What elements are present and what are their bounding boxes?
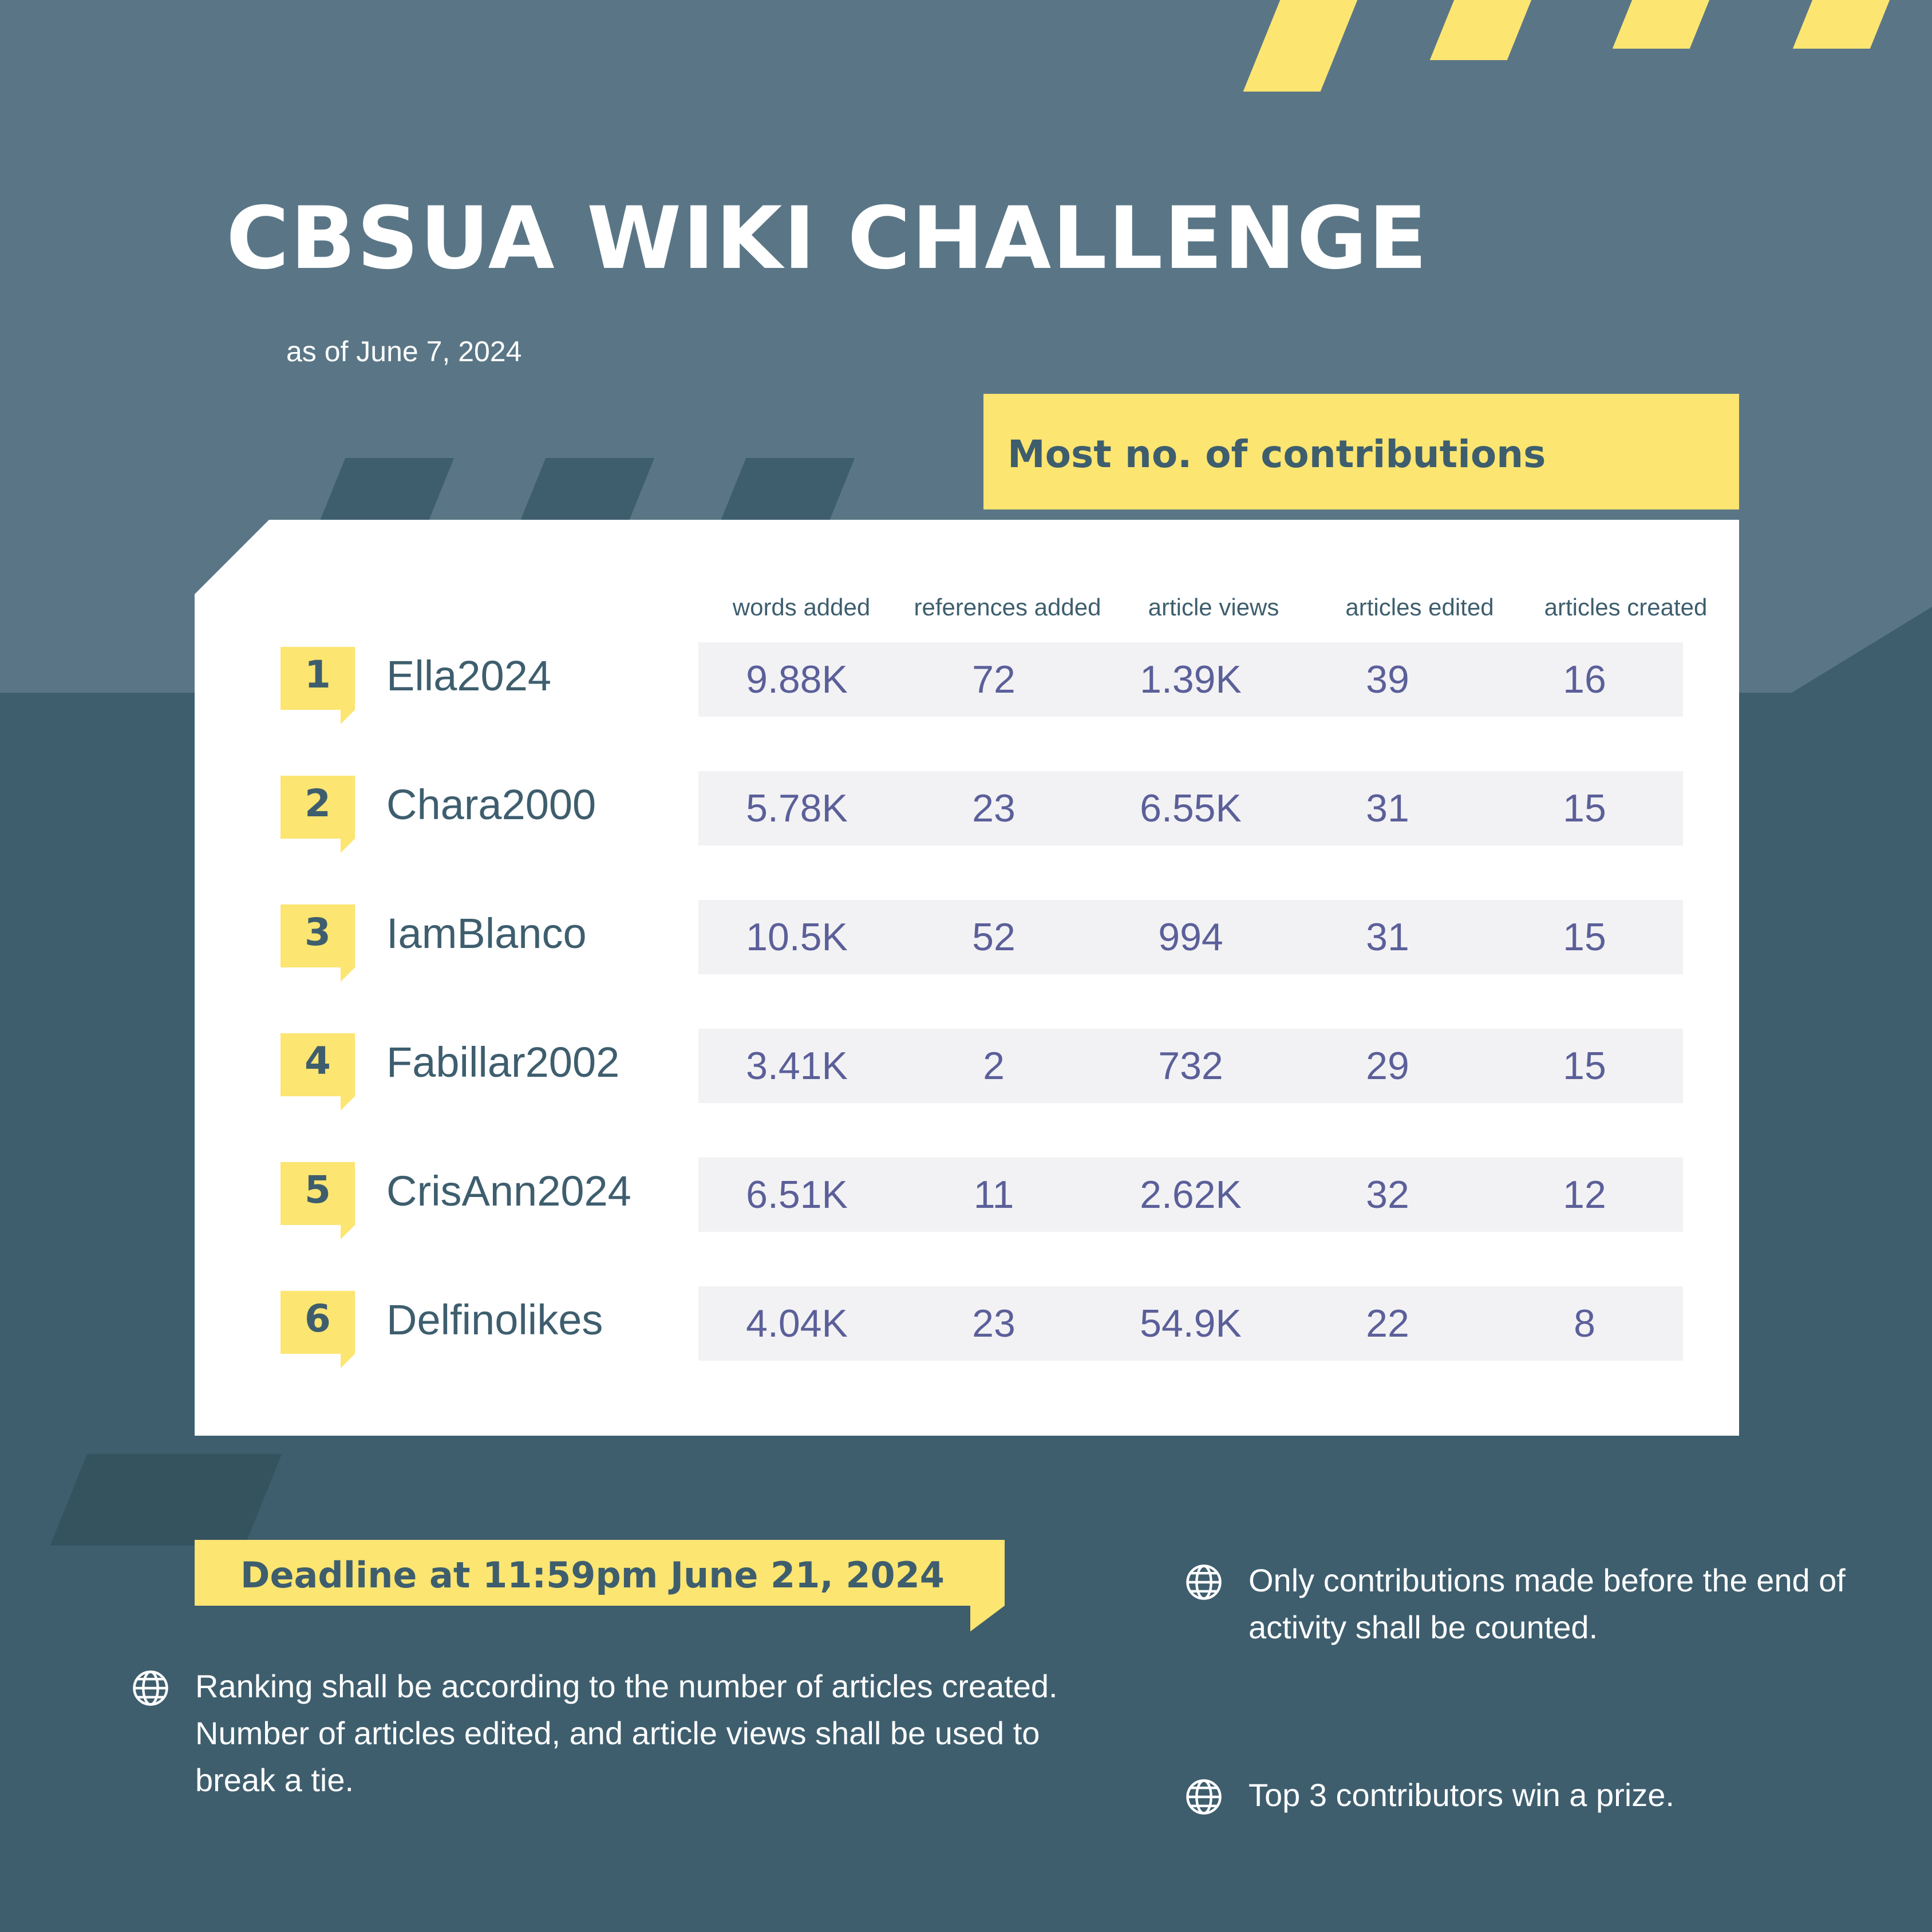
table-row <box>195 1145 1739 1274</box>
stat-strip <box>698 1157 1683 1232</box>
cell-articles-edited: 29 <box>1366 1044 1409 1088</box>
page-title: CBSUA WIKI CHALLENGE <box>226 189 1428 289</box>
rank-number: 6 <box>305 1297 331 1341</box>
rank-number: 4 <box>305 1039 331 1083</box>
table-row <box>195 630 1739 758</box>
cell-article-views: 994 <box>1158 915 1223 959</box>
globe-icon <box>129 1666 172 1713</box>
deco-slash-lower <box>50 1454 282 1546</box>
stat-strip <box>698 1286 1683 1361</box>
rank-number: 5 <box>305 1168 331 1212</box>
user-name: Ella2024 <box>386 652 552 700</box>
stat-strip <box>698 1029 1683 1103</box>
user-name: Chara2000 <box>386 781 596 828</box>
cell-article-views: 2.62K <box>1140 1173 1242 1216</box>
note-contribution-cutoff <box>1182 1557 1858 1651</box>
cell-articles-created: 12 <box>1563 1173 1606 1216</box>
user-name: IamBlanco <box>386 910 587 957</box>
cell-references-added: 52 <box>972 915 1016 959</box>
cell-words-added: 10.5K <box>746 915 848 959</box>
deco-slash-dark-3 <box>720 458 855 524</box>
deco-slash-yellow-4 <box>1793 0 1897 49</box>
note-text: Only contributions made before the end of activity shall be counted. <box>1249 1562 1846 1645</box>
cell-article-views: 732 <box>1158 1044 1223 1088</box>
user-name: CrisAnn2024 <box>386 1167 631 1215</box>
cell-articles-edited: 32 <box>1366 1173 1409 1216</box>
note-ranking-rules <box>129 1663 1113 1804</box>
deco-slash-yellow-2 <box>1430 0 1539 60</box>
cell-references-added: 23 <box>972 787 1016 830</box>
cell-articles-created: 8 <box>1574 1302 1595 1345</box>
cell-articles-created: 16 <box>1563 658 1606 701</box>
cell-articles-created: 15 <box>1563 787 1606 830</box>
note-prize <box>1182 1772 1858 1822</box>
column-header-articles-edited: articles edited <box>1345 594 1494 621</box>
globe-icon <box>1182 1775 1226 1822</box>
cell-article-views: 54.9K <box>1140 1302 1242 1345</box>
note-text: Top 3 contributors win a prize. <box>1249 1777 1674 1813</box>
ribbon-label: Most no. of contributions <box>1008 432 1546 476</box>
cell-words-added: 9.88K <box>746 658 848 701</box>
column-header-words-added: words added <box>732 594 871 621</box>
column-header-references-added: references added <box>914 594 1101 621</box>
deco-slash-yellow-1 <box>1243 0 1365 92</box>
cell-articles-edited: 22 <box>1366 1302 1409 1345</box>
stat-strip <box>698 771 1683 846</box>
table-row <box>195 1016 1739 1145</box>
rank-number: 2 <box>305 781 331 825</box>
cell-articles-edited: 39 <box>1366 658 1409 701</box>
leaderboard-rows <box>195 630 1739 1402</box>
table-row <box>195 1274 1739 1402</box>
cell-articles-edited: 31 <box>1366 915 1409 959</box>
globe-icon <box>1182 1560 1226 1607</box>
rank-number: 1 <box>305 653 331 697</box>
deco-slash-dark-1 <box>319 458 454 524</box>
page-subtitle: as of June 7, 2024 <box>286 335 522 368</box>
user-name: Delfinolikes <box>386 1296 603 1344</box>
deco-slash-dark-2 <box>519 458 654 524</box>
table-row <box>195 887 1739 1016</box>
cell-references-added: 23 <box>972 1302 1016 1345</box>
cell-words-added: 3.41K <box>746 1044 848 1088</box>
cell-articles-created: 15 <box>1563 915 1606 959</box>
cell-references-added: 72 <box>972 658 1016 701</box>
cell-articles-edited: 31 <box>1366 787 1409 830</box>
note-text: Ranking shall be according to the number of articles created. Number of articles edited, and article views shall be used to break a tie. <box>195 1668 1058 1798</box>
column-header-articles-created: articles created <box>1544 594 1708 621</box>
rank-number: 3 <box>305 910 331 954</box>
cell-words-added: 5.78K <box>746 787 848 830</box>
table-row <box>195 758 1739 887</box>
table-header-row <box>698 552 1729 621</box>
cell-article-views: 6.55K <box>1140 787 1242 830</box>
deco-slash-yellow-3 <box>1613 0 1716 49</box>
deadline-label: Deadline at 11:59pm June 21, 2024 <box>240 1554 945 1596</box>
cell-references-added: 2 <box>983 1044 1005 1088</box>
cell-references-added: 11 <box>973 1173 1014 1216</box>
cell-words-added: 4.04K <box>746 1302 848 1345</box>
stat-strip <box>698 900 1683 974</box>
stat-strip <box>698 642 1683 717</box>
column-header-article-views: article views <box>1148 594 1279 621</box>
user-name: Fabillar2002 <box>386 1038 620 1086</box>
cell-articles-created: 15 <box>1563 1044 1606 1088</box>
cell-article-views: 1.39K <box>1140 658 1242 701</box>
cell-words-added: 6.51K <box>746 1173 848 1216</box>
